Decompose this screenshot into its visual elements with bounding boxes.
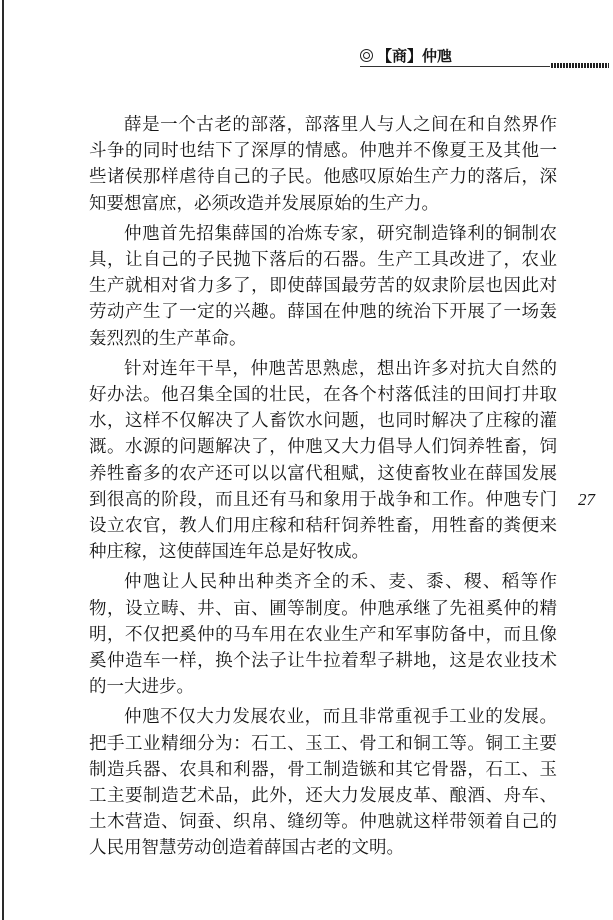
paragraph: 仲虺不仅大力发展农业，而且非常重视手工业的发展。把手工业精细分为：石工、玉工、骨工和铜工等。铜工主要制造兵器、农具和利器，骨工制造镞和其它骨器，石工、玉工主要制造艺术品，此外，还大力发展皮革、酿酒、舟车、土木营造、饲蚕、织帛、缝纫等。仲虺就这样带领着自己的人民用智慧劳动创造着薛国古老的文明。 xyxy=(89,707,557,859)
body-text xyxy=(89,112,557,862)
header-rule xyxy=(360,66,550,67)
paragraph: 薛是一个古老的部落，部落里人与人之间在和自然界作斗争的同时也结下了深厚的情感。仲虺并不像夏王及其他一些诸侯那样虐待自己的子民。他感叹原始生产力的落后，深知要想富庶，必须改造并发展原始的生产力。 xyxy=(89,115,557,214)
running-header xyxy=(360,44,452,66)
page-binding-edge xyxy=(2,0,4,920)
paragraph: 仲虺让人民种出种类齐全的禾、麦、黍、稷、稻等作物，设立畴、井、亩、圃等制度。仲虺承继了先祖奚仲的精明，不仅把奚仲的马车用在农业生产和军事防备中，而且像奚仲造车一样，换个法子让牛拉着犁子耕地，这是农业技术的一大进步。 xyxy=(89,572,557,698)
corner-tab-mark xyxy=(551,63,609,68)
header-title: 【商】仲虺 xyxy=(377,46,453,65)
paragraph: 针对连年干旱，仲虺苦思熟虑，想出许多对抗大自然的好办法。他召集全国的壮民，在各个村落低洼的田间打井取水，这样不仅解决了人畜饮水问题，也同时解决了庄稼的灌溉。水源的问题解决了，仲虺又大力倡导人们饲养牲畜，饲养牲畜多的农产还可以以富代租赋，这使畜牧业在薛国发展到很高的阶段，而且还有马和象用于战争和工作。仲虺专门设立农官，教人们用庄稼和秸秆饲养牲畜，用牲畜的粪便来种庄稼，这使薛国连年总是好牧成。 xyxy=(89,358,557,563)
page-number: 27 xyxy=(578,490,595,509)
paragraph: 仲虺首先招集薛国的冶炼专家，研究制造锋利的铜制农具，让自己的子民抛下落后的石器。生产工具改进了，农业生产就相对省力多了，即使薛国最劳苦的奴隶阶层也因此对劳动产生了一定的兴趣。薛国在仲虺的统治下开展了一场轰轰烈烈的生产革命。 xyxy=(89,223,557,349)
target-circle-icon xyxy=(360,49,373,62)
